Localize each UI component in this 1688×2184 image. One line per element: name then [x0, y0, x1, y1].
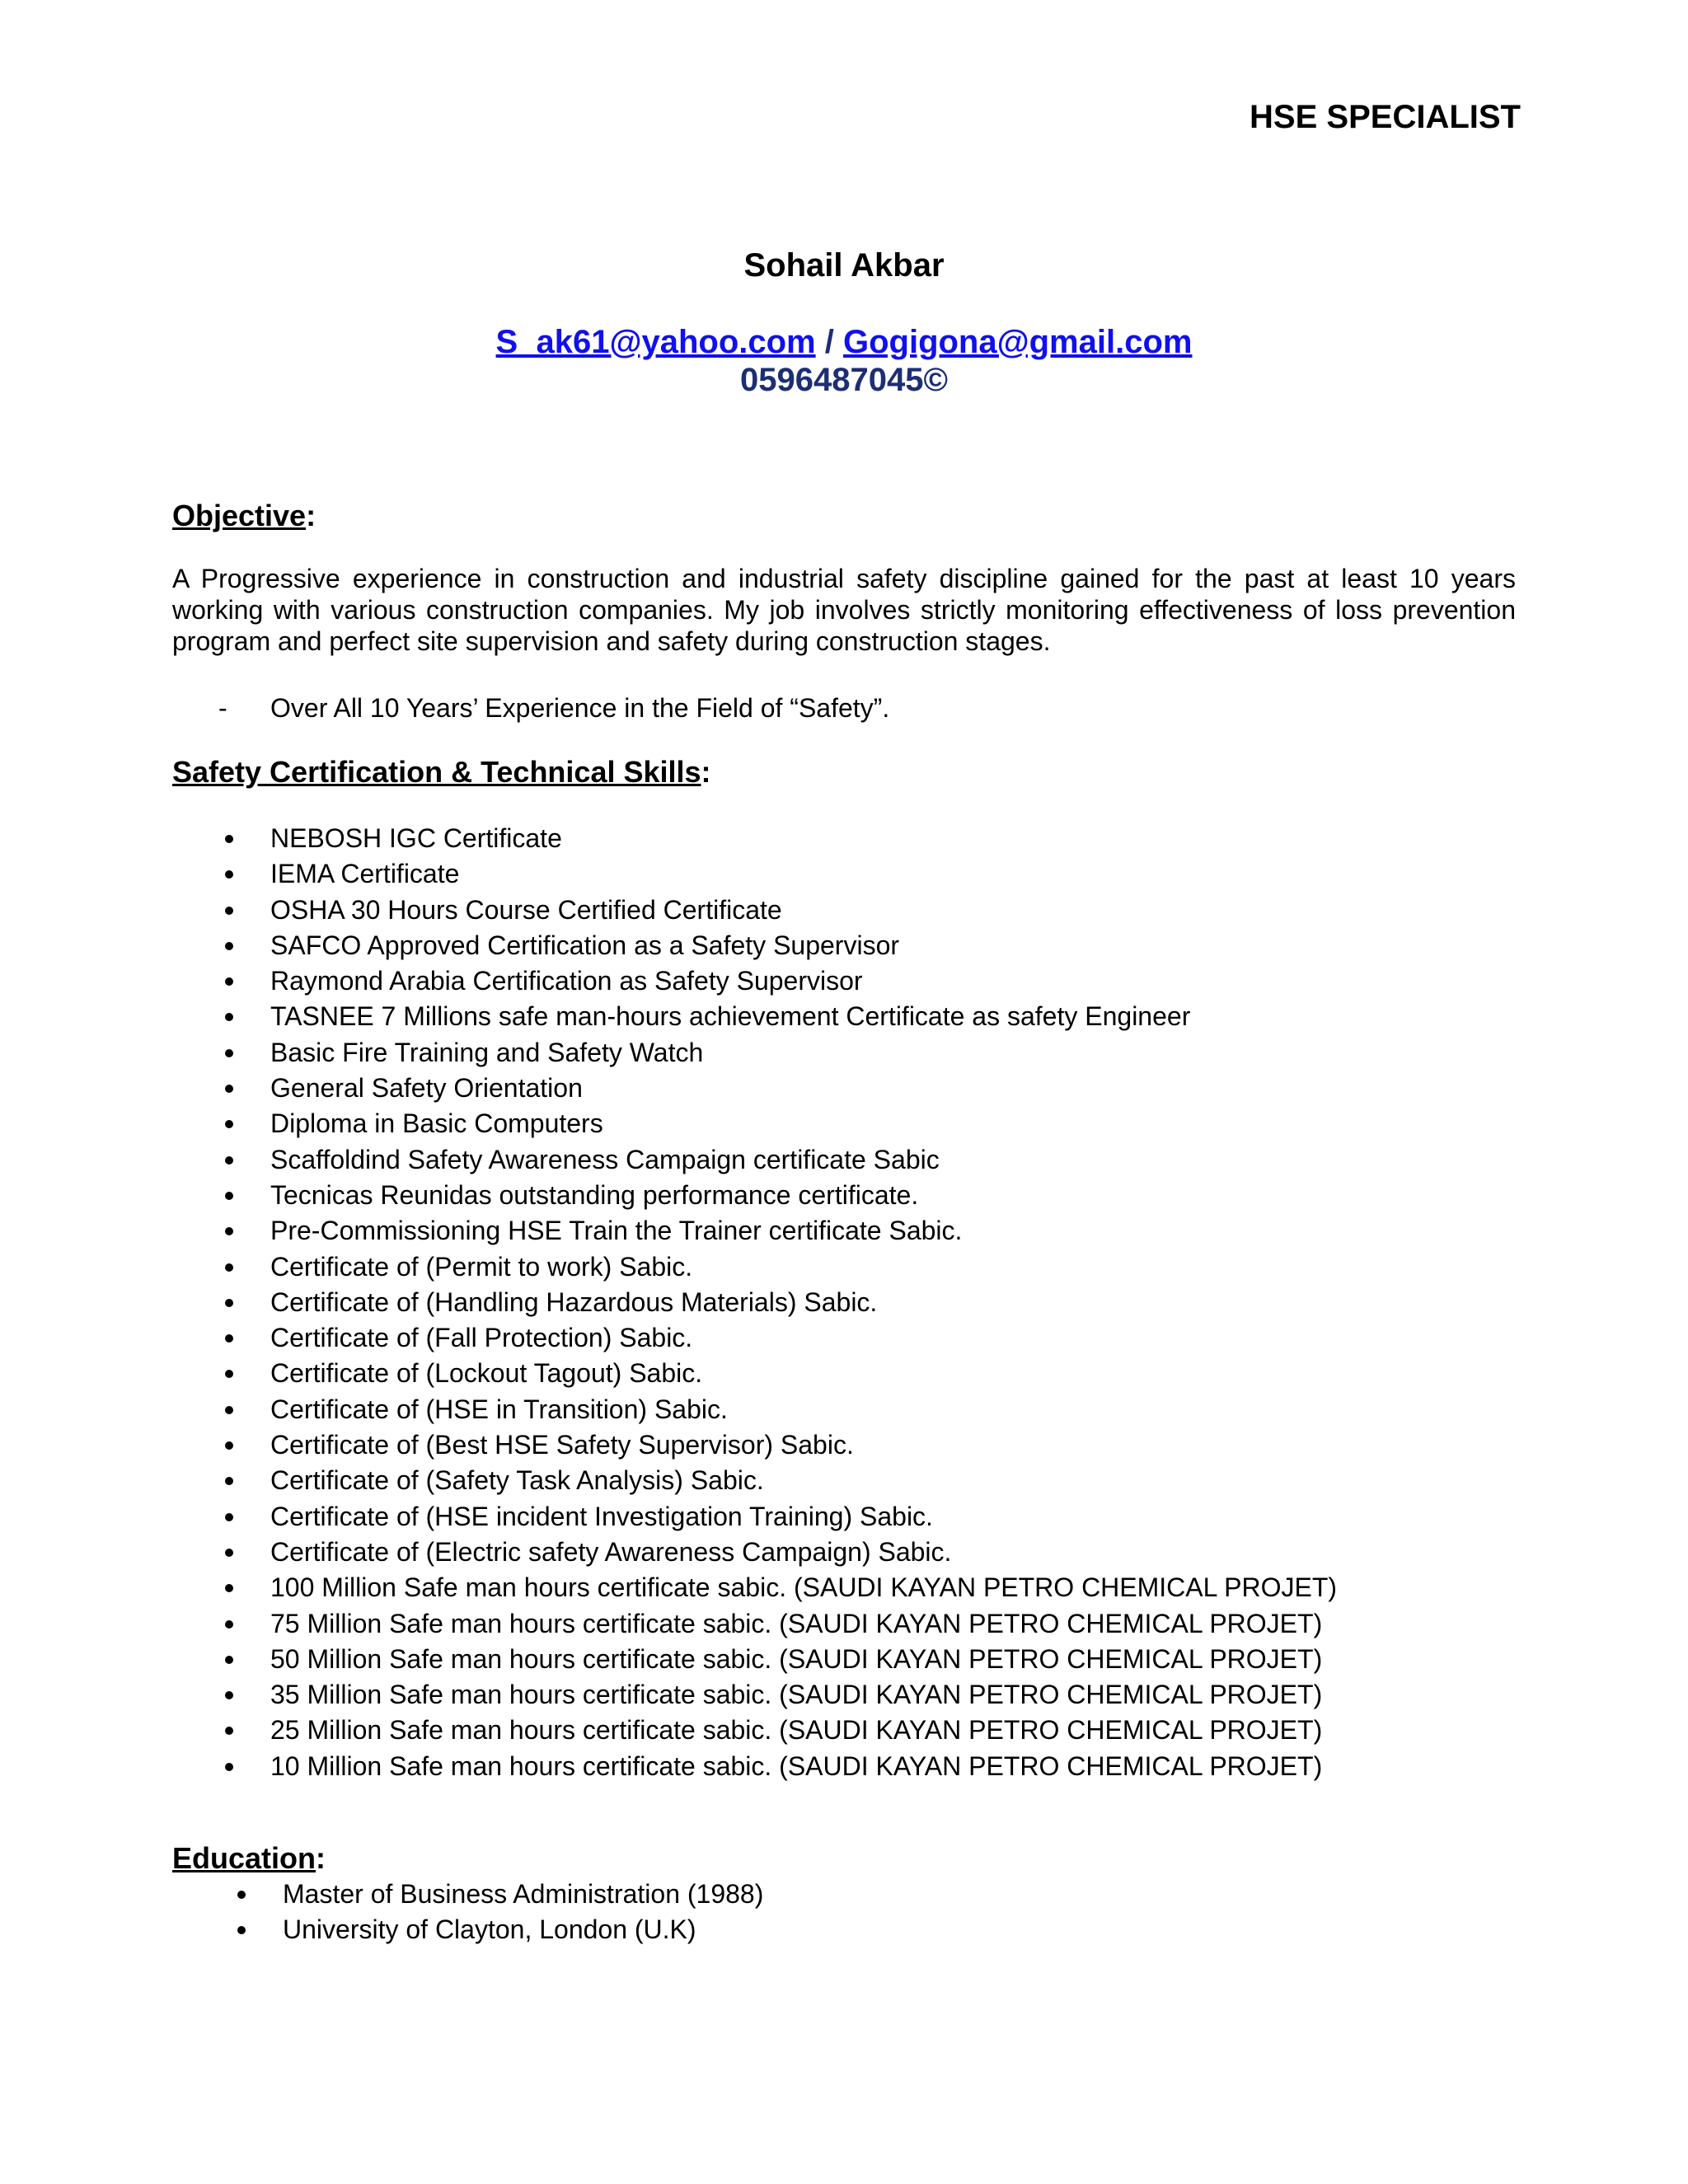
bullet-icon: [225, 1549, 233, 1557]
list-item-text: Basic Fire Training and Safety Watch: [270, 1037, 704, 1067]
list-item: [172, 1356, 1337, 1391]
skills-heading-text: Safety Certification & Technical Skills: [172, 755, 701, 789]
list-item-text: Pre-Commissioning HSE Train the Trainer certificate Sabic.: [270, 1216, 963, 1246]
list-item-text: Diploma in Basic Computers: [270, 1108, 603, 1139]
bullet-icon: [225, 1192, 233, 1200]
email-link-gmail[interactable]: Gogigona@gmail.com: [842, 324, 1193, 360]
bullet-icon: [225, 1656, 233, 1664]
list-item: [172, 928, 1337, 963]
bullet-icon: [225, 1691, 233, 1699]
bullet-icon: [237, 1891, 246, 1899]
list-item-text: SAFCO Approved Certification as a Safety Supervisor: [270, 930, 900, 960]
list-item-text: Master of Business Administration (1988): [283, 1879, 764, 1909]
skills-heading-colon: :: [701, 755, 711, 789]
list-item: [172, 1499, 1337, 1535]
list-item-text: Tecnicas Reunidas outstanding performance certificate.: [270, 1179, 919, 1210]
list-item: [172, 1249, 1337, 1285]
list-item-text: 75 Million Safe man hours certificate sabic. (SAUDI KAYAN PETRO CHEMICAL PROJET): [270, 1608, 1323, 1638]
list-item: [172, 893, 1337, 928]
education-list: [172, 1877, 763, 1948]
list-item: [172, 1071, 1337, 1106]
bullet-icon: [225, 1299, 233, 1307]
list-item-text: Certificate of (Best HSE Safety Supervisor) Sabic.: [270, 1430, 854, 1460]
list-item: [172, 1877, 763, 1912]
contact-block: [172, 323, 1516, 399]
bullet-icon: [225, 1727, 233, 1735]
bullet-icon: [225, 1763, 233, 1771]
bullet-icon: [237, 1926, 246, 1934]
list-item-text: Raymond Arabia Certification as Safety Supervisor: [270, 966, 863, 996]
bullet-icon: [225, 1049, 233, 1057]
list-item-text: IEMA Certificate: [270, 859, 460, 889]
skills-list: [172, 821, 1337, 1784]
list-item-text: Certificate of (Permit to work) Sabic.: [270, 1251, 693, 1282]
list-item-text: 50 Million Safe man hours certificate sabic. (SAUDI KAYAN PETRO CHEMICAL PROJET): [270, 1643, 1323, 1674]
experience-summary-text: Over All 10 Years’ Experience in the Field of “Safety”.: [270, 693, 890, 723]
list-item-text: Certificate of (Safety Task Analysis) Sabic.: [270, 1465, 764, 1496]
list-item: [172, 856, 1337, 892]
list-item: [172, 1570, 1337, 1605]
objective-heading-colon: :: [306, 499, 316, 532]
bullet-icon: [225, 1156, 233, 1165]
list-item: [172, 1213, 1337, 1249]
bullet-icon: [225, 1085, 233, 1093]
bullet-icon: [225, 1263, 233, 1272]
bullet-icon: [225, 1227, 233, 1235]
list-item: [172, 821, 1337, 856]
phone-number: 0596487045©: [740, 362, 948, 398]
skills-heading: [172, 754, 711, 790]
bullet-icon: [225, 1513, 233, 1521]
list-item: [172, 999, 1337, 1034]
bullet-icon: [225, 1406, 233, 1414]
bullet-icon: [225, 1584, 233, 1592]
education-heading-colon: :: [316, 1841, 326, 1875]
list-item: [172, 1142, 1337, 1178]
list-item: [172, 1642, 1337, 1677]
bullet-icon: [225, 1441, 233, 1450]
bullet-icon: [225, 942, 233, 950]
education-heading-text: Education: [172, 1841, 316, 1875]
bullet-icon: [225, 1120, 233, 1128]
list-item-text: TASNEE 7 Millions safe man-hours achievement Certificate as safety Engineer: [270, 1001, 1191, 1032]
list-item: [172, 1677, 1337, 1713]
list-item: [172, 1427, 1337, 1463]
list-item-text: 100 Million Safe man hours certificate sabic. (SAUDI KAYAN PETRO CHEMICAL PROJET): [270, 1572, 1338, 1603]
list-item-text: University of Clayton, London (U.K): [283, 1915, 696, 1945]
bullet-icon: [225, 1370, 233, 1378]
candidate-name: Sohail Akbar: [743, 247, 945, 284]
list-item-text: Certificate of (Lockout Tagout) Sabic.: [270, 1358, 703, 1389]
email-separator: /: [815, 324, 843, 360]
list-item: [172, 1285, 1337, 1320]
list-item-text: Scaffoldind Safety Awareness Campaign certificate Sabic: [270, 1144, 940, 1174]
list-item: [172, 1035, 1337, 1071]
list-item-text: NEBOSH IGC Certificate: [270, 823, 562, 853]
list-item-text: Certificate of (HSE in Transition) Sabic.: [270, 1394, 728, 1424]
list-item-text: 10 Million Safe man hours certificate sabic. (SAUDI KAYAN PETRO CHEMICAL PROJET): [270, 1750, 1323, 1781]
document-title: HSE SPECIALIST: [1250, 99, 1521, 135]
objective-paragraph: A Progressive experience in construction and industrial safety discipline gained for the past at least 10 years working with various construction companies. My job involves strictly monitoring effectiveness of loss prevention program and perfect site supervision and safety during construction stages.: [172, 564, 1516, 656]
list-item: [172, 1178, 1337, 1213]
list-item-text: Certificate of (Fall Protection) Sabic.: [270, 1323, 693, 1353]
dash-marker: -: [218, 693, 227, 723]
list-item: [172, 1463, 1337, 1498]
list-item: [172, 1912, 763, 1947]
list-item-text: 35 Million Safe man hours certificate sabic. (SAUDI KAYAN PETRO CHEMICAL PROJET): [270, 1680, 1323, 1710]
education-heading: [172, 1840, 326, 1877]
list-item-text: Certificate of (Handling Hazardous Materials) Sabic.: [270, 1286, 878, 1317]
list-item: [172, 963, 1337, 999]
list-item-text: 25 Million Safe man hours certificate sabic. (SAUDI KAYAN PETRO CHEMICAL PROJET): [270, 1715, 1323, 1746]
bullet-icon: [225, 835, 233, 843]
bullet-icon: [225, 1620, 233, 1629]
email-link-yahoo[interactable]: S_ak61@yahoo.com: [495, 324, 816, 360]
email-line: [172, 323, 1516, 361]
list-item: [172, 1713, 1337, 1748]
bullet-icon: [225, 977, 233, 986]
bullet-icon: [225, 1013, 233, 1021]
objective-heading-text: Objective: [172, 499, 307, 532]
list-item-text: Certificate of (Electric safety Awareness Campaign) Sabic.: [270, 1536, 952, 1567]
list-item: [172, 1606, 1337, 1642]
list-item-text: General Safety Orientation: [270, 1073, 583, 1104]
objective-heading: [172, 498, 316, 534]
list-item: [172, 1749, 1337, 1784]
list-item: [172, 1392, 1337, 1427]
bullet-icon: [225, 1477, 233, 1485]
bullet-icon: [225, 1334, 233, 1343]
list-item: [172, 1535, 1337, 1570]
list-item: [172, 1106, 1337, 1141]
list-item: [172, 1320, 1337, 1356]
bullet-icon: [225, 870, 233, 879]
list-item-text: Certificate of (HSE incident Investigation Training) Sabic.: [270, 1501, 933, 1531]
list-item-text: OSHA 30 Hours Course Certified Certificate: [270, 894, 782, 925]
bullet-icon: [225, 907, 233, 915]
